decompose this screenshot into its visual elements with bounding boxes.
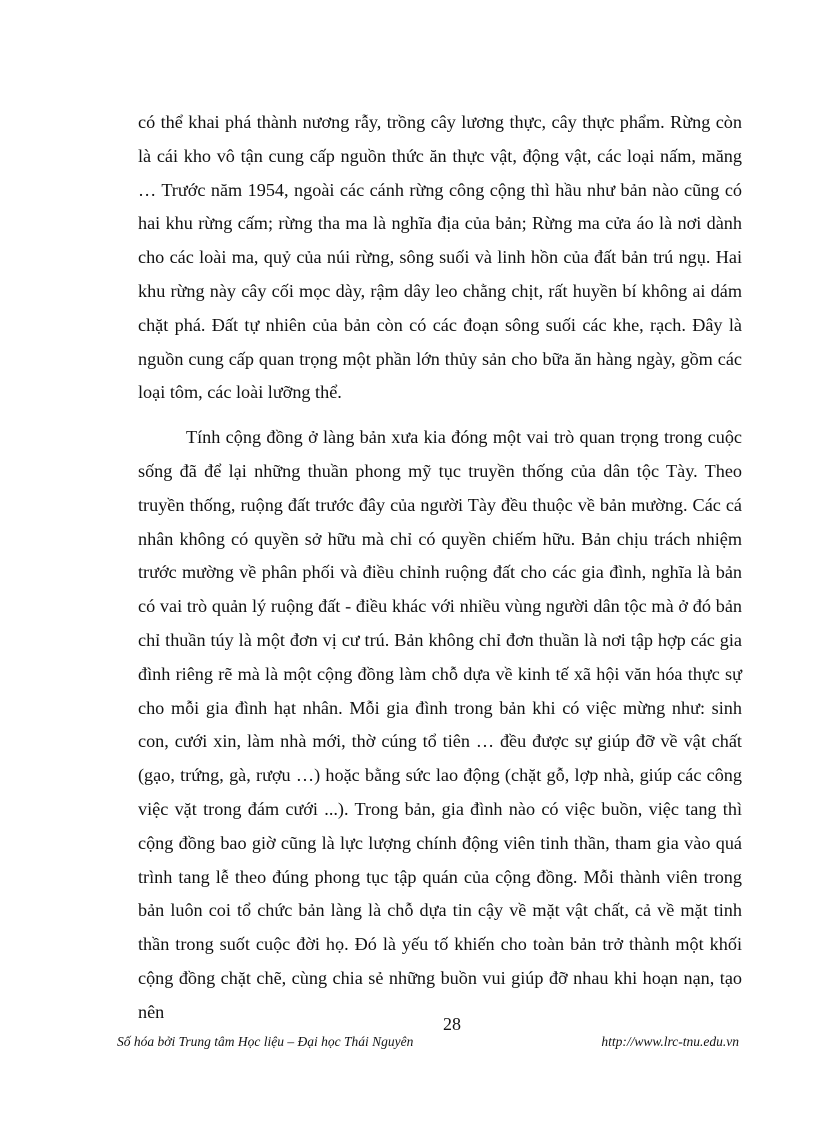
footer-url[interactable]: http://www.lrc-tnu.edu.vn (601, 1034, 739, 1049)
body-text (138, 106, 742, 1030)
paragraph-forest: có thể khai phá thành nương rẫy, trồng cây lương thực, cây thực phẩm. Rừng còn là cái kho vô tận cung cấp nguồn thức ăn thực vật, động vật, các loại nấm, măng … Trước năm 1954, ngoài các cánh rừng công cộng thì hầu như bản nào cũng có hai khu rừng cấm; rừng tha ma là nghĩa địa của bản; Rừng ma cửa áo là nơi dành cho các loài ma, quỷ của núi rừng, sông suối và linh hồn của đất bản trú ngụ. Hai khu rừng này cây cối mọc dày, rậm dây leo chằng chịt, rất huyền bí không ai dám chặt phá. Đất tự nhiên của bản còn có các đoạn sông suối các khe, rạch. Đây là nguồn cung cấp quan trọng một phần lớn thủy sản cho bữa ăn hàng ngày, gồm các loại tôm, các loài lưỡng thể. (138, 112, 742, 403)
page-number: 28 (443, 1014, 461, 1034)
footer-source: Số hóa bởi Trung tâm Học liệu – Đại học Thái Nguyên (117, 1034, 414, 1049)
paragraph-community: Tính cộng đồng ở làng bản xưa kia đóng một vai trò quan trọng trong cuộc sống đã để lại những thuần phong mỹ tục truyền thống của dân tộc Tày. Theo truyền thống, ruộng đất trước đây của người Tày đều thuộc về bản mường. Các cá nhân không có quyền sở hữu mà chỉ có quyền chiếm hữu. Bản chịu trách nhiệm trước mường về phân phối và điều chỉnh ruộng đất cho các gia đình, nghĩa là bản có vai trò quản lý ruộng đất - điều khác với nhiều vùng người dân tộc mà ở đó bản chỉ thuần túy là một đơn vị cư trú. Bản không chỉ đơn thuần là nơi tập hợp các gia đình riêng rẽ mà là một cộng đồng làm chỗ dựa về kinh tế xã hội văn hóa thực sự cho mỗi gia đình hạt nhân. Mỗi gia đình trong bản khi có việc mừng như: sinh con, cưới xin, làm nhà mới, thờ cúng tổ tiên … đều được sự giúp đỡ về vật chất (gạo, trứng, gà, rượu …) hoặc bằng sức lao động (chặt gỗ, lợp nhà, giúp các công việc vặt trong đám cưới ...). Trong bản, gia đình nào có việc buồn, việc tang thì cộng đồng bao giờ cũng là lực lượng chính động viên tinh thần, tham gia vào quá trình tang lễ theo đúng phong tục tập quán của cộng đồng. Mỗi thành viên trong bản luôn coi tổ chức bản làng là chỗ dựa tin cậy về mặt vật chất, cả về mặt tinh thần trong suốt cuộc đời họ. Đó là yếu tố khiến cho toàn bản trở thành một khối cộng đồng chặt chẽ, cùng chia sẻ những buồn vui giúp đỡ nhau khi hoạn nạn, tạo nên (138, 427, 742, 1022)
